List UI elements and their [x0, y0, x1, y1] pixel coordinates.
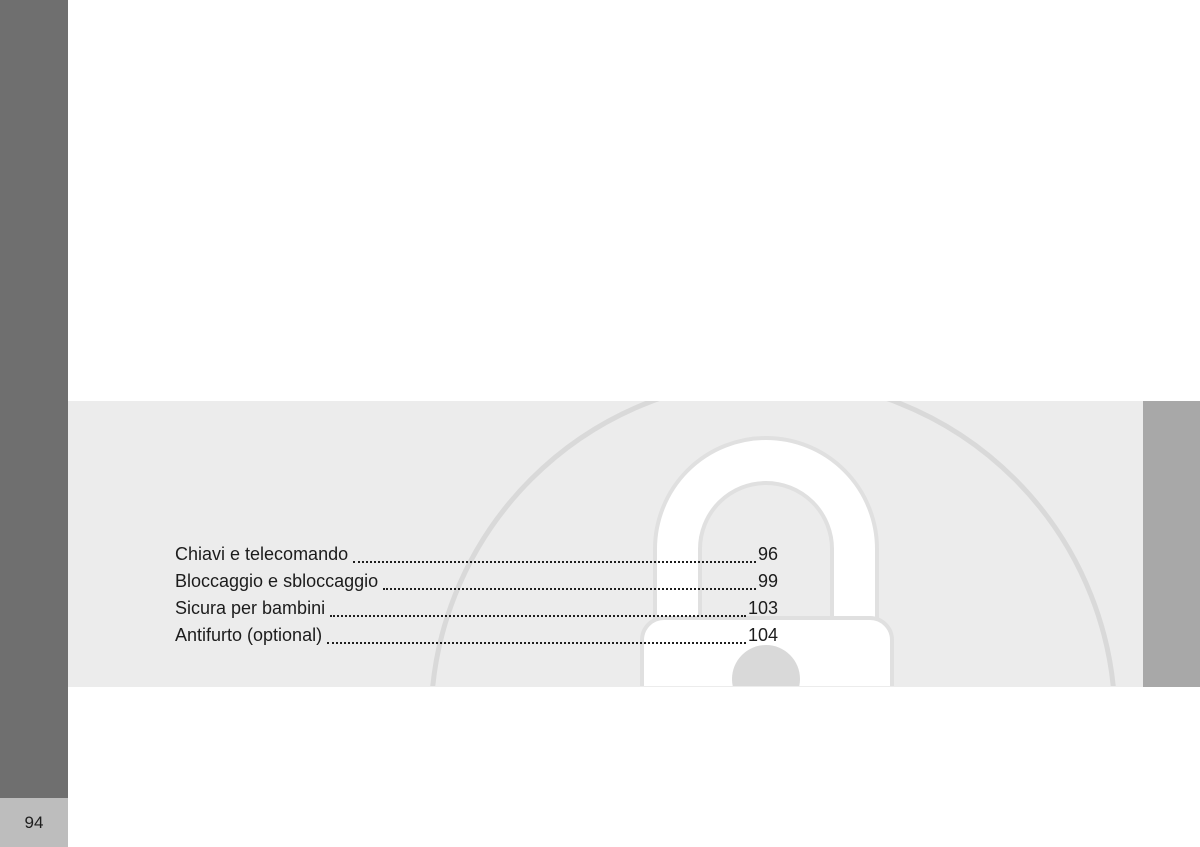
- dot-leader: [353, 561, 756, 563]
- dot-leader: [330, 615, 746, 617]
- table-of-contents: [175, 541, 778, 649]
- dot-leader: [327, 642, 746, 644]
- toc-row: [175, 595, 778, 622]
- toc-row: [175, 541, 778, 568]
- toc-entry-page: 103: [747, 598, 778, 618]
- toc-entry-label: Bloccaggio e sbloccaggio: [175, 571, 379, 591]
- toc-row: [175, 622, 778, 649]
- toc-entry-label: Sicura per bambini: [175, 598, 326, 618]
- toc-entry-label: Chiavi e telecomando: [175, 544, 349, 564]
- page-number-box: [0, 798, 68, 847]
- toc-entry-page: 99: [757, 571, 778, 591]
- page-number: 94: [24, 812, 44, 832]
- toc-entry-label: Antifurto (optional): [175, 625, 323, 645]
- sidebar-accent-bar: [0, 0, 68, 798]
- toc-row: [175, 568, 778, 595]
- toc-entry-page: 96: [757, 544, 778, 564]
- dot-leader: [383, 588, 756, 590]
- toc-entry-page: 104: [747, 625, 778, 645]
- chapter-edge-tab: [1143, 401, 1200, 687]
